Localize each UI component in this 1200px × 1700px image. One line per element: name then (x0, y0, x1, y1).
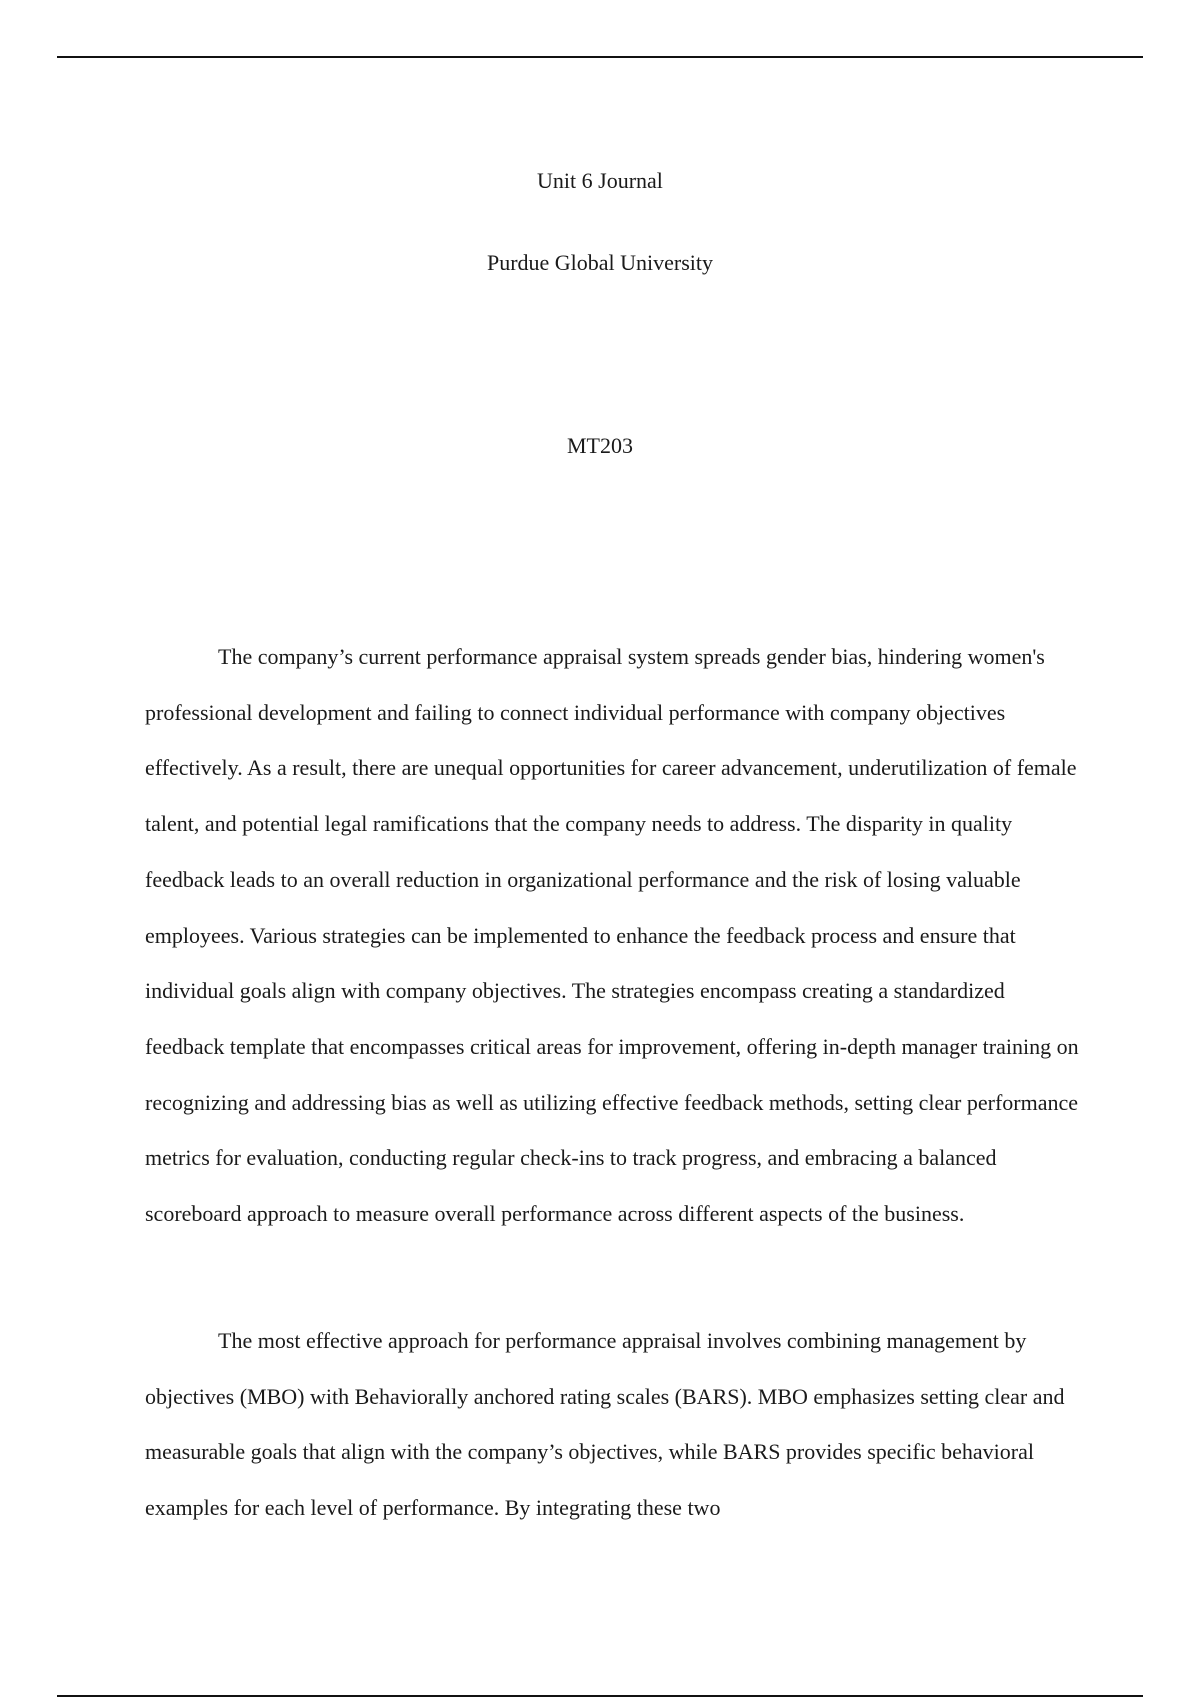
header-rule (57, 56, 1143, 58)
body-paragraph-2 (145, 1313, 1085, 1536)
paragraph-text: The company’s current performance appraisal system spreads gender bias, hindering women's professional development and failing to connect individual performance with company objectives effectively. As a result, there are unequal opportunities for career advancement, underutilization of female talent, and potential legal ramifications that the company needs to address. The disparity in quality feedback leads to an overall reduction in organizational performance and the risk of losing valuable employees. Various strategies can be implemented to enhance the feedback process and ensure that individual goals align with company objectives. The strategies encompass creating a standardized feedback template that encompasses critical areas for improvement, offering in-depth manager training on recognizing and addressing bias as well as utilizing effective feedback methods, setting clear performance metrics for evaluation, conducting regular check-ins to track progress, and embracing a balanced scoreboard approach to measure overall performance across different aspects of the business. (145, 644, 1079, 1227)
document-title: Unit 6 Journal (537, 168, 663, 193)
institution-name: Purdue Global University (486, 250, 714, 275)
paragraph-text: The most effective approach for performance appraisal involves combining management by objectives (MBO) with Behaviorally anchored rating scales (BARS). MBO emphasizes setting clear and measurable goals that align with the company’s objectives, while BARS provides specific behavioral examples for each level of performance. By integrating these two (145, 1328, 1065, 1521)
footer-rule (57, 1695, 1143, 1697)
body-paragraph-1 (145, 629, 1085, 1242)
course-code: MT203 (567, 433, 633, 458)
